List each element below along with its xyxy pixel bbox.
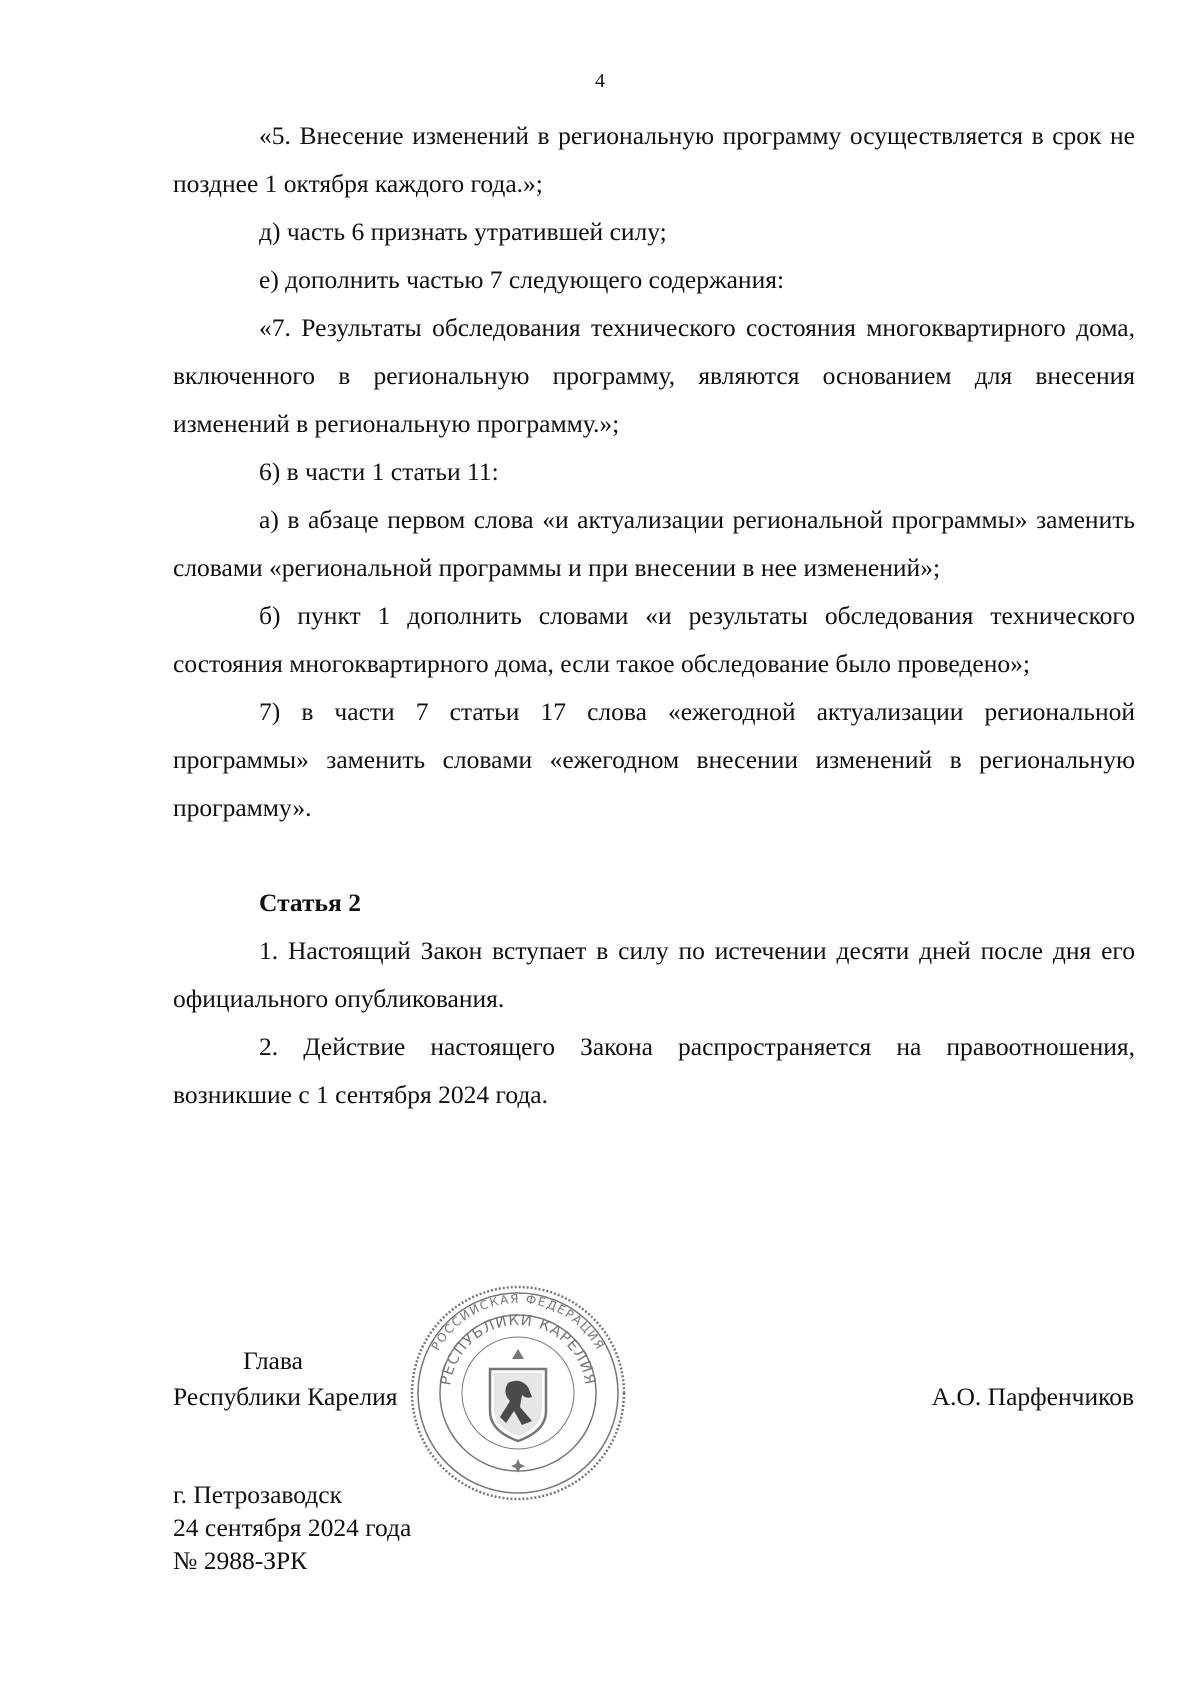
article-paragraph-1: 1. Настоящий Закон вступает в силу по истечении десяти дней после дня его официального опубликования. [173, 936, 1135, 1013]
paragraph-item-7: 7) в части 7 статьи 17 слова «ежегодной актуализации региональной программы» заменить словами «ежегодном внесении изменений в региональную программу». [173, 697, 1135, 822]
city: г. Петрозаводск [173, 1480, 342, 1509]
document-number: № 2988-ЗРК [173, 1546, 308, 1575]
paragraph-item-5: «5. Внесение изменений в региональную программу осуществляется в срок не позднее 1 октября каждого года.»; [173, 121, 1135, 198]
signature-organization: Республики Карелия [173, 1382, 398, 1411]
document-date: 24 сентября 2024 года [173, 1513, 412, 1542]
article-title: Статья 2 [259, 888, 361, 917]
section-gap [173, 832, 1135, 879]
paragraph-item-6: 6) в части 1 статьи 11: [259, 457, 499, 486]
paragraph-subitem-b: б) пункт 1 дополнить словами «и результаты обследования технического состояния многоквартирного дома, если такое обследование было проведено»; [173, 601, 1135, 678]
paragraph-item-7-quote: «7. Результаты обследования технического состояния многоквартирного дома, включенного в региональную программу, являются основанием для внесения изменений в региональную программу.»; [173, 313, 1135, 438]
seal-inner-text: РЕСПУБЛИКИ КАРЕЛИЯ [436, 1310, 600, 1387]
document-body [173, 112, 1135, 1119]
place-date-block [173, 1478, 411, 1577]
paragraph-subitem-d: д) часть 6 признать утратившей силу; [259, 217, 667, 246]
page-number: 4 [595, 70, 605, 92]
official-seal-icon [408, 1283, 628, 1503]
paragraph-subitem-e: е) дополнить частью 7 следующего содержания: [259, 265, 785, 294]
seal-outer-text: РОССИЙСКАЯ ФЕДЕРАЦИЯ [428, 1291, 608, 1353]
signatory-name: А.О. Парфенчиков [931, 1382, 1134, 1411]
article-paragraph-2: 2. Действие настоящего Закона распространяется на правоотношения, возникшие с 1 сентября 2024 года. [173, 1032, 1135, 1109]
paragraph-subitem-a: а) в абзаце первом слова «и актуализации региональной программы» заменить словами «региональной программы и при внесении в нее изменений»; [173, 505, 1135, 582]
signature-title: Глава [243, 1346, 303, 1375]
